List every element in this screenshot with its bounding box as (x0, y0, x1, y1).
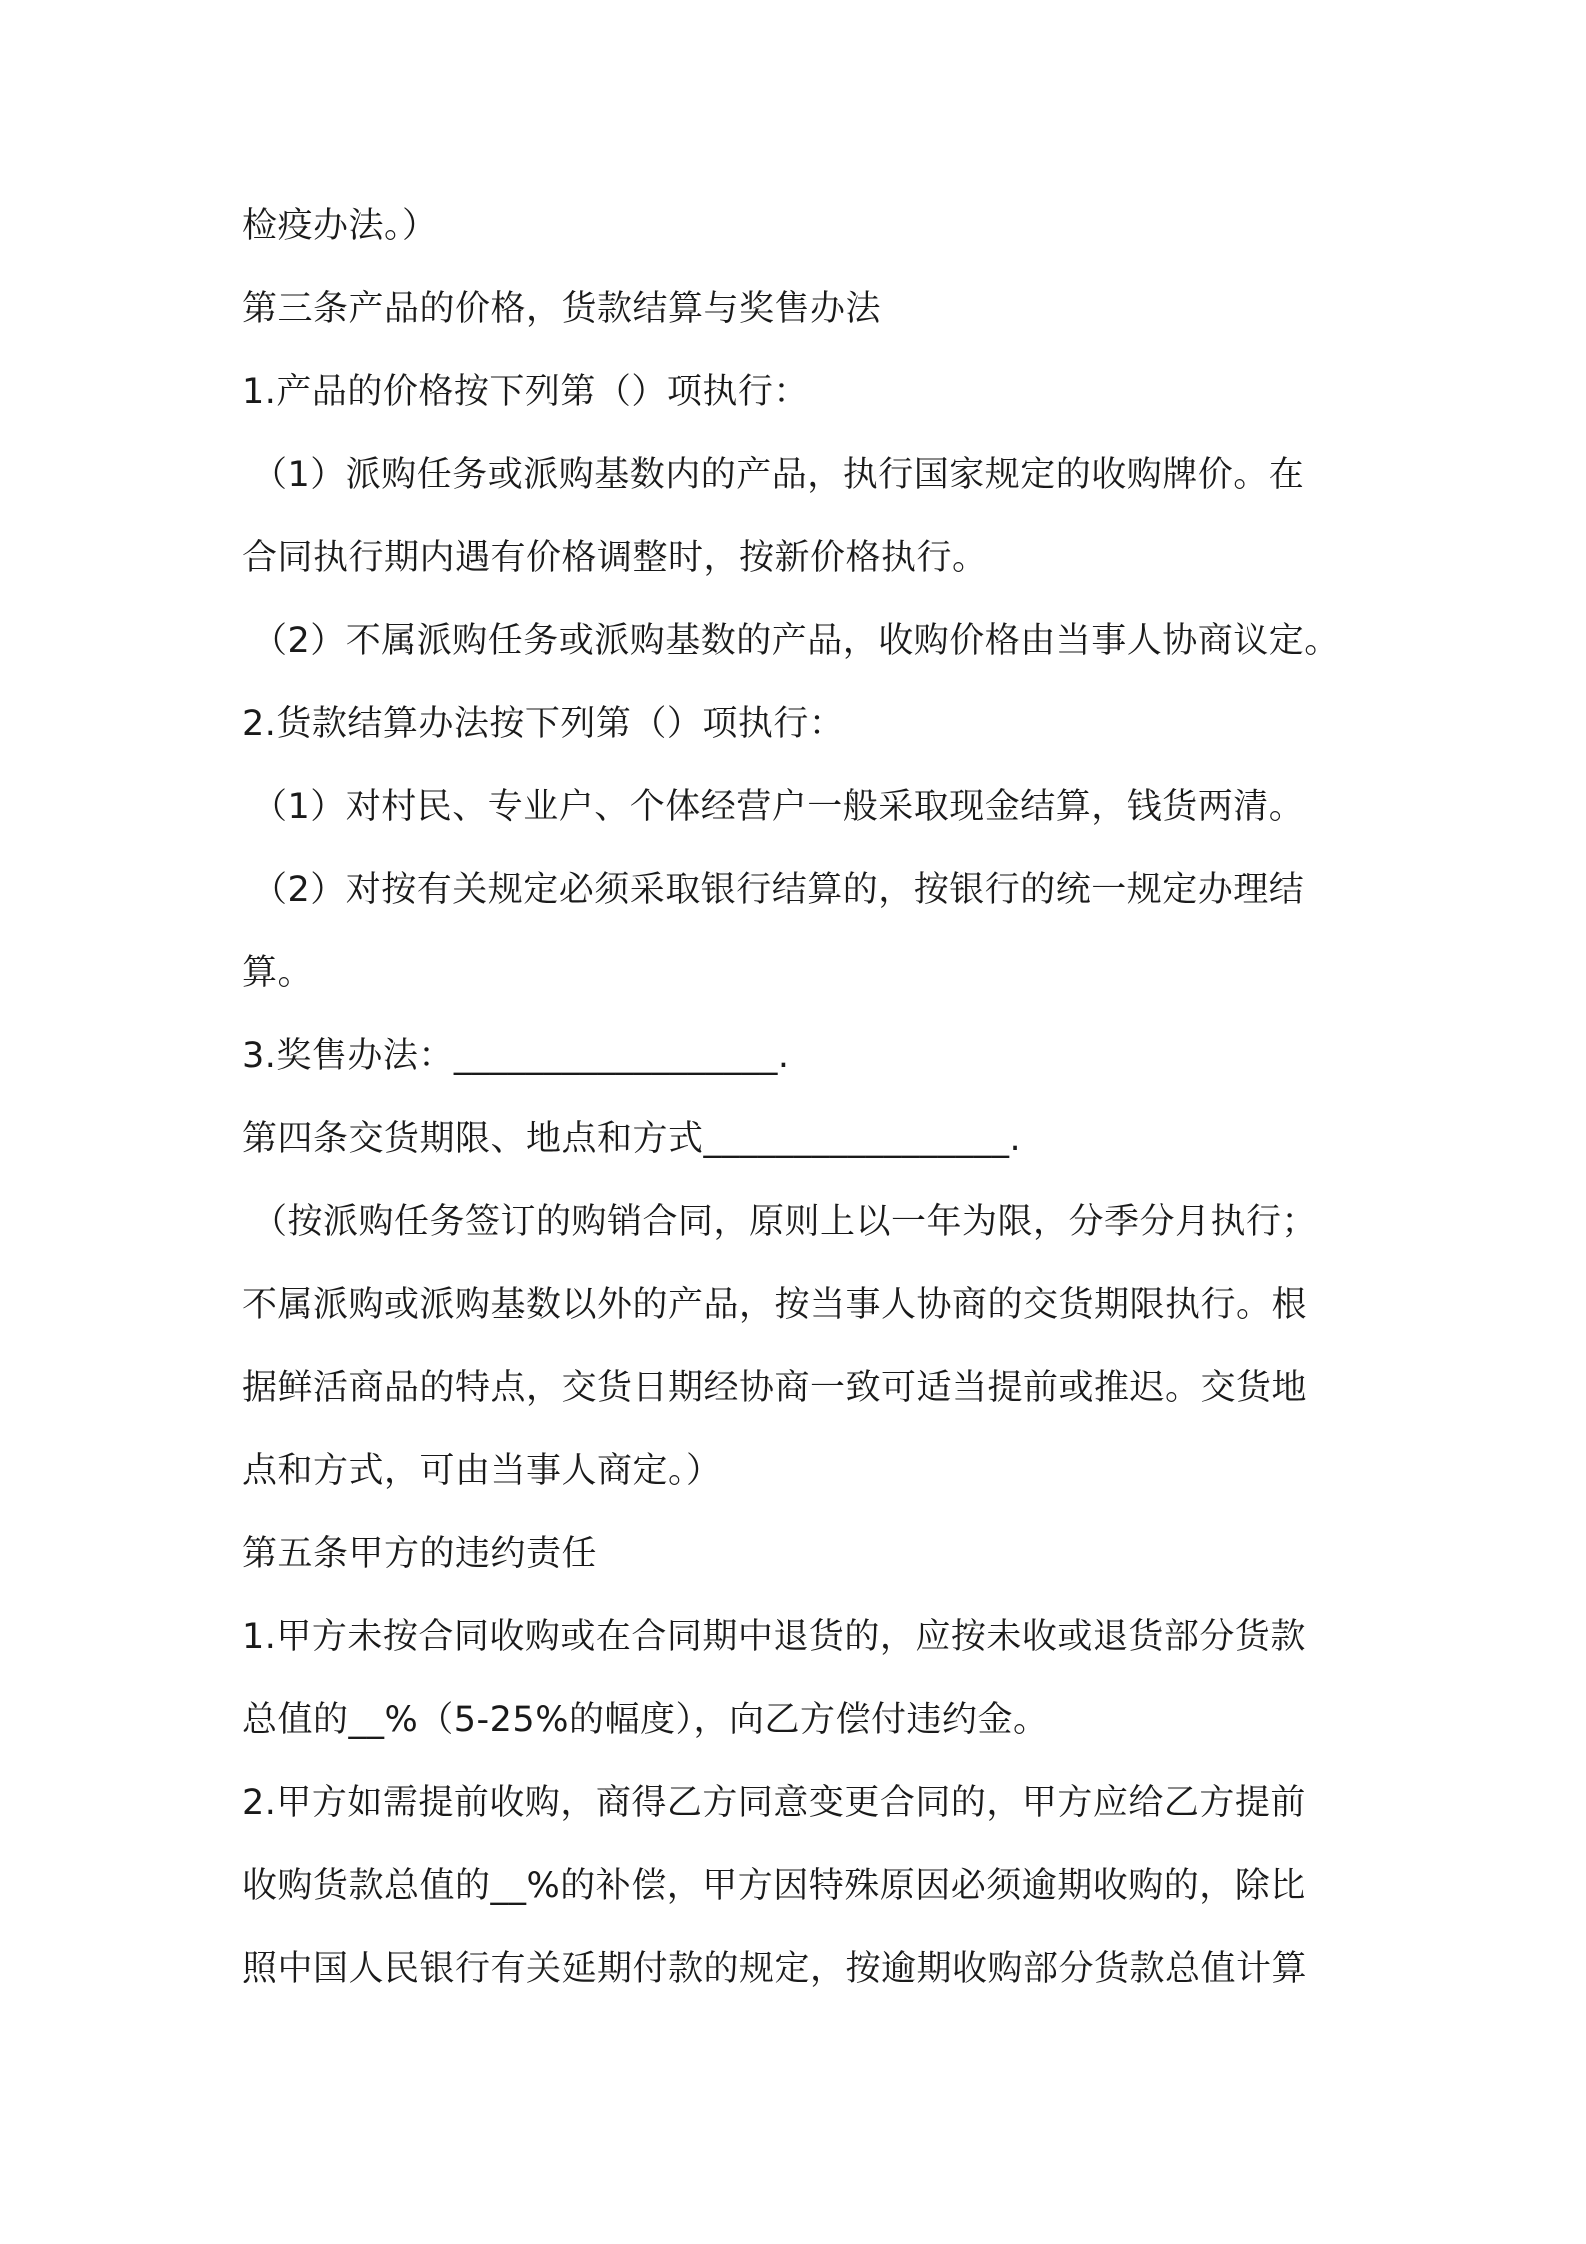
text-line: 2.货款结算办法按下列第（）项执行： (242, 704, 845, 744)
text-line: （2）不属派购任务或派购基数的产品，收购价格由当事人协商议定。 (252, 621, 1340, 661)
text-line: 不属派购或派购基数以外的产品，按当事人协商的交货期限执行。根 (242, 1285, 1308, 1325)
text-line: （1）派购任务或派购基数内的产品，执行国家规定的收购牌价。在 (252, 455, 1305, 495)
text-line: 照中国人民银行有关延期付款的规定，按逾期收购部分货款总值计算 (242, 1949, 1308, 1989)
text-line: 2.甲方如需提前收购，商得乙方同意变更合同的，甲方应给乙方提前 (242, 1783, 1306, 1823)
text-line: （按派购任务签订的购销合同，原则上以一年为限，分季分月执行； (252, 1202, 1318, 1242)
document-body (242, 185, 1392, 2011)
text-line: 检疫办法。） (242, 206, 438, 246)
text-line: （1）对村民、专业户、个体经营户一般采取现金结算，钱货两清。 (252, 787, 1305, 827)
text-line: 算。 (242, 953, 314, 993)
text-line: 收购货款总值的__%的补偿，甲方因特殊原因必须逾期收购的，除比 (242, 1866, 1306, 1906)
text-line: 点和方式，可由当事人商定。） (242, 1451, 722, 1491)
text-line: 3.奖售办法：__________________. (242, 1036, 790, 1076)
section-heading: 第四条交货期限、地点和方式_________________. (242, 1119, 1022, 1159)
text-line: 合同执行期内遇有价格调整时，按新价格执行。 (242, 538, 988, 578)
section-heading: 第三条产品的价格，货款结算与奖售办法 (242, 289, 882, 329)
section-heading: 第五条甲方的违约责任 (242, 1534, 598, 1574)
text-line: 1.产品的价格按下列第（）项执行： (242, 372, 809, 412)
text-line: 据鲜活商品的特点，交货日期经协商一致可适当提前或推迟。交货地 (242, 1368, 1308, 1408)
text-line: 总值的__%（5-25%的幅度），向乙方偿付违约金。 (242, 1700, 1049, 1740)
text-line: 1.甲方未按合同收购或在合同期中退货的，应按未收或退货部分货款 (242, 1617, 1306, 1657)
text-line: （2）对按有关规定必须采取银行结算的，按银行的统一规定办理结 (252, 870, 1305, 910)
